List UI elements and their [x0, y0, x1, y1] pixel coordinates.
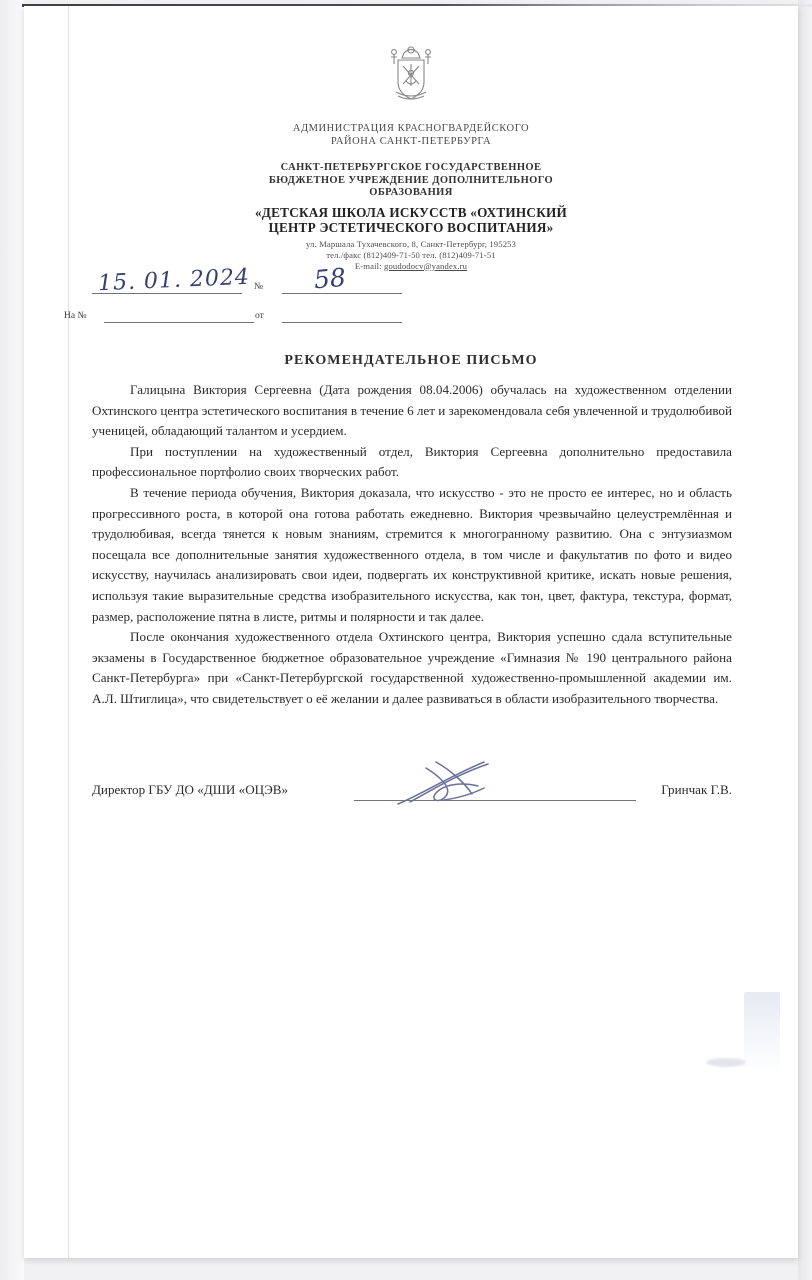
paragraph-4: После окончания художественного отдела Охтинского центра, Виктория успешно сдала вступительные экзамены в Государственное бюджетное образовательное учреждение «Гимназия № 190 центрального района Санкт-Петербурга» при «Санкт-Петербургской государственной художественно-промышленной академии им. А.Л. Штиглица», что свидетельствует о её желании и далее развиваться в области изобразительного творчества. [92, 629, 732, 706]
on-number-rule [104, 322, 254, 323]
on-number-label: На № [64, 311, 87, 321]
administration-line-2: РАЙОНА САНКТ-ПЕТЕРБУРГА [330, 136, 492, 147]
organization-name-block [24, 205, 798, 236]
coat-of-arms-icon [380, 40, 442, 106]
organization-type-block [24, 162, 798, 200]
phone-line: тел./факс (812)409-71-50 тел. (812)409-71-51 [326, 249, 496, 260]
scan-right-edge [798, 0, 812, 1280]
organization-type-line-1: САНКТ-ПЕТЕРБУРГСКОЕ ГОСУДАРСТВЕННОЕ [280, 162, 542, 173]
scan-artifact-smudge [706, 1058, 746, 1067]
document-page [24, 6, 798, 1258]
page-title: РЕКОМЕНДАТЕЛЬНОЕ ПИСЬМО [284, 353, 538, 369]
outgoing-date-rule [92, 293, 242, 294]
paragraph-2: При поступлении на художественный отдел, Виктория Сергеевна дополнительно предоставила профессиональное портфолио своих творческих работ. [92, 443, 732, 480]
email-link[interactable]: goudodocv@yandex.ru [384, 260, 468, 271]
signatory-title: Директор ГБУ ДО «ДШИ «ОЦЭВ» [92, 782, 289, 797]
email-label: E-mail: [354, 260, 382, 271]
organization-name-line-1: «ДЕТСКАЯ ШКОЛА ИСКУССТВ «ОХТИНСКИЙ [254, 204, 568, 220]
signatory-name: Гринчак Г.В. [661, 782, 732, 797]
from-date-rule [282, 322, 402, 323]
paragraph-3: В течение периода обучения, Виктория доказала, что искусство - это не просто ее интерес, но и область прогрессивного роста, в которой она готова работать ежедневно. Виктория чрезвычайно целеустремлённая и трудолюбивая, всегда тянется к новым знаниям, стремится к многогранному развитию. Она с энтузиазмом посещала все дополнительные занятия художественного отдела, в том числе и факультатив по фото и видео искусству, научилась анализировать свои идеи, подвергать их конструктивной критике, искать новые решения, используя такие выразительные средства изобразительного искусства, как тон, цвет, фактура, текстура, формат, размер, расположение пятна в листе, ритмы и полярности и так далее. [92, 484, 732, 624]
paragraph-1: Галицына Виктория Сергеевна (Дата рождения 08.04.2006) обучалась на художественном отделении Охтинского центра эстетического воспитания в течение 6 лет и зарекомендовала себя увлеченной и трудолюбивой ученицей, обладающий талантом и усердием. [92, 382, 732, 439]
scan-left-edge [0, 0, 24, 1280]
organization-type-line-2: БЮДЖЕТНОЕ УЧРЕЖДЕНИЕ ДОПОЛНИТЕЛЬНОГО [268, 174, 554, 186]
outgoing-number-rule [282, 293, 402, 294]
administration-block [24, 122, 798, 148]
administration-line-1: АДМИНИСТРАЦИЯ КРАСНОГВАРДЕЙСКОГО [292, 123, 530, 134]
address-line: ул. Маршала Тухачевского, 8, Санкт-Петербург, 195253 [305, 238, 517, 249]
signature-block [92, 776, 732, 816]
organization-name-line-2: ЦЕНТР ЭСТЕТИЧЕСКОГО ВОСПИТАНИЯ» [268, 220, 554, 235]
scan-artifact [744, 992, 780, 1068]
letter-body [92, 380, 732, 710]
letterhead [24, 6, 798, 272]
emblem-container [24, 40, 798, 106]
from-label: от [255, 311, 264, 321]
organization-type-line-3: ОБРАЗОВАНИЯ [369, 187, 453, 198]
outgoing-date-handwritten: 15. 01. 2024 [97, 264, 251, 297]
outgoing-number-handwritten: 58 [312, 262, 348, 295]
number-symbol-label: № [254, 282, 264, 292]
signature-rule [354, 800, 636, 801]
